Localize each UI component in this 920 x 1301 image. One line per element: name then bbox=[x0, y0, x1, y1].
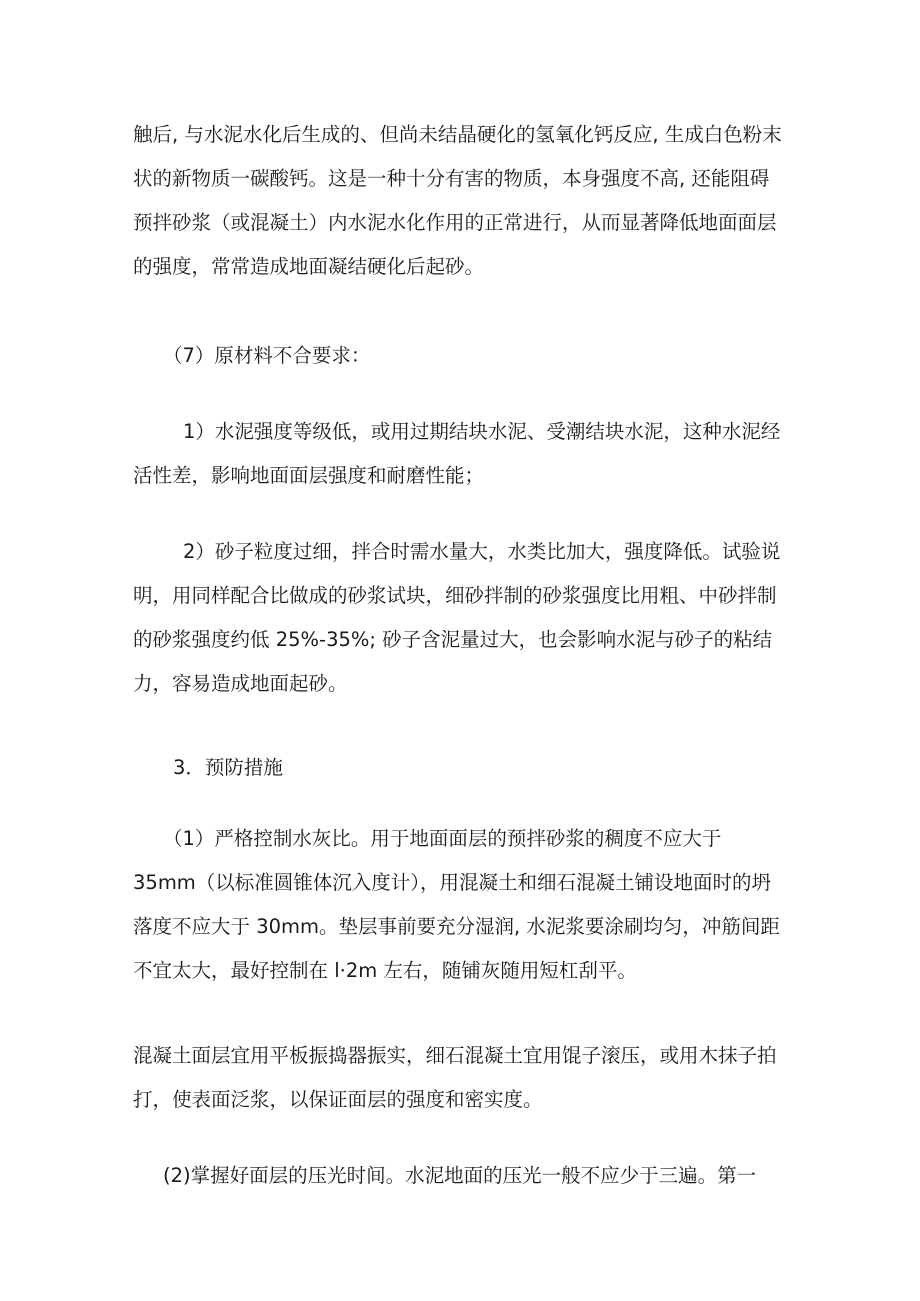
text-line: 落度不应大于 30mm。垫层事前要充分湿润, 水泥浆要涂刷均匀，冲筋间距 bbox=[133, 915, 780, 938]
heading-prevention bbox=[133, 746, 793, 790]
text-line: 预拌砂浆（或混凝土）内水泥水化作用的正常进行，从而显著降低地面面层 bbox=[133, 211, 777, 234]
paragraph-water-cement-ratio bbox=[133, 817, 793, 993]
text-line: （1）严格控制水灰比。用于地面面层的预拌砂浆的稠度不应大于 bbox=[163, 827, 722, 850]
heading-raw-materials bbox=[133, 334, 793, 378]
paragraph-cement-strength bbox=[133, 410, 793, 498]
text-line: 触后, 与水泥水化后生成的、但尚未结晶硬化的氢氧化钙反应, 生成白色粉末 bbox=[133, 123, 782, 146]
paragraph-carbonate-reaction bbox=[133, 113, 793, 289]
paragraph-sand-fineness bbox=[133, 530, 793, 706]
text-line: 的强度，常常造成地面凝结硬化后起砂。 bbox=[133, 255, 485, 278]
text-line: (2)掌握好面层的压光时间。水泥地面的压光一般不应少于三遍。第一 bbox=[163, 1164, 757, 1187]
text-line: 力，容易造成地面起砂。 bbox=[133, 672, 348, 695]
text-line: 混凝土面层宜用平板振捣器振实，细石混凝土宜用馄子滚压，或用木抹子拍 bbox=[133, 1044, 777, 1067]
text-line: 35mm（以标准圆锥体沉入度计），用混凝土和细石混凝土铺设地面时的坍 bbox=[133, 871, 772, 894]
text-line: （7）原材料不合要求： bbox=[163, 344, 371, 367]
paragraph-trowelling-time bbox=[133, 1154, 793, 1198]
text-line: 活性差，影响地面面层强度和耐磨性能； bbox=[133, 464, 485, 487]
paragraph-vibration-compaction bbox=[133, 1034, 793, 1122]
text-line: 打，使表面泛浆，以保证面层的强度和密实度。 bbox=[133, 1088, 543, 1111]
text-line: 明，用同样配合比做成的砂浆试块，细砂拌制的砂浆强度比用粗、中砂拌制 bbox=[133, 584, 777, 607]
text-line: 的砂浆强度约低 25%-35%; 砂子含泥量过大，也会影响水泥与砂子的粘结 bbox=[133, 628, 773, 651]
text-line: 状的新物质一碳酸钙。这是一种十分有害的物质，本身强度不高, 还能阻碍 bbox=[133, 167, 770, 190]
text-line: 3．预防措施 bbox=[173, 756, 283, 779]
text-line: 2）砂子粒度过细，拌合时需水量大，水类比加大，强度降低。试验说 bbox=[183, 540, 781, 563]
text-line: 不宜太大，最好控制在 l·2m 左右，随铺灰随用短杠刮平。 bbox=[133, 959, 637, 982]
text-line: 1）水泥强度等级低，或用过期结块水泥、受潮结块水泥，这种水泥经 bbox=[183, 420, 781, 443]
